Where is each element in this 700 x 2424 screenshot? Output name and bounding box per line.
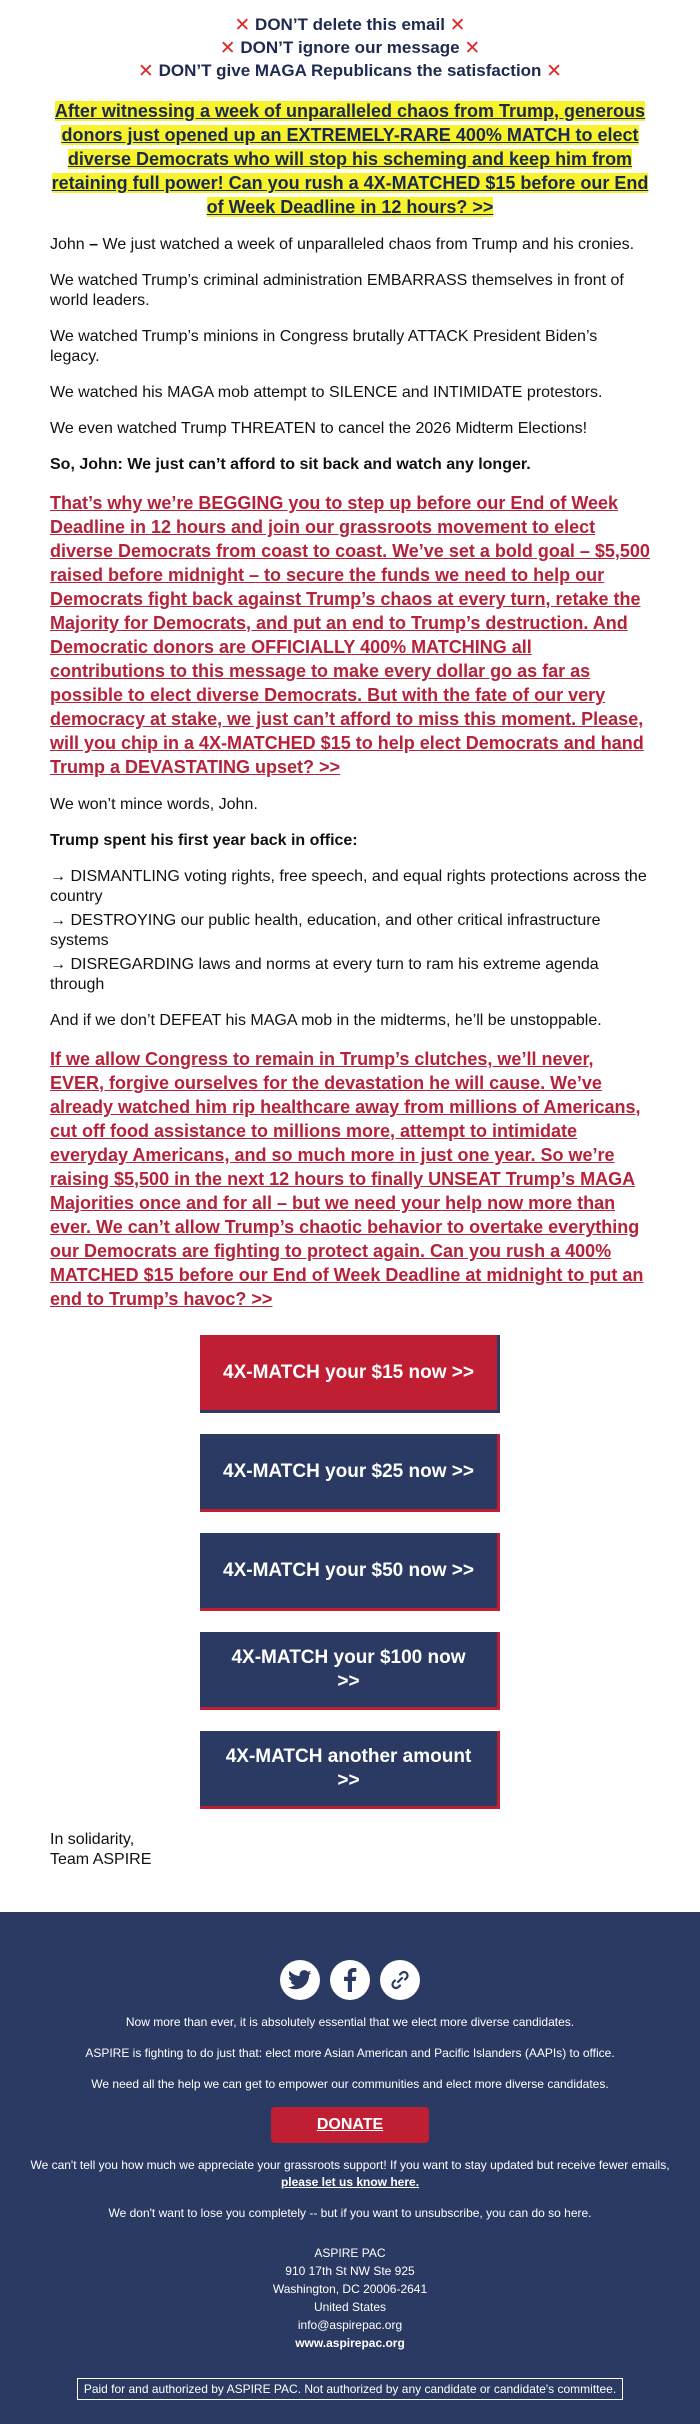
bold-line: So, John: We just can’t afford to sit back and watch any longer. [50, 456, 531, 473]
cross-mark-icon: ✕ [464, 38, 481, 59]
donate-50-button[interactable]: 4X-MATCH your $50 now >> [200, 1533, 500, 1611]
cross-mark-icon: ✕ [449, 15, 466, 36]
list-item: → DISREGARDING laws and norms at every turn to ram his extreme agenda through [50, 956, 599, 993]
email-address[interactable]: info@aspirepac.org [297, 2318, 403, 2332]
paragraph: We watched his MAGA mob attempt to SILENCE and INTIMIDATE protestors. [50, 384, 603, 401]
facebook-icon[interactable] [330, 1960, 370, 2000]
dont-line-text: DON’T delete this email [255, 15, 445, 34]
mince-line: We won’t mince words, John. [50, 796, 258, 813]
footer-text: We need all the help we can get to empower our communities and elect more diverse candidates. [91, 2077, 609, 2091]
link-icon[interactable] [380, 1960, 420, 2000]
recipient-name: John [50, 236, 85, 253]
street: 910 17th St NW Ste 925 [285, 2264, 415, 2278]
list-item: → DESTROYING our public health, education, and other critical infrastructure systems [50, 912, 601, 949]
unsubscribe-text[interactable]: We don't want to lose you completely -- but if you want to unsubscribe, you can do so here. [108, 2206, 592, 2220]
footer-text: ASPIRE is fighting to do just that: elect more Asian American and Pacific Islanders (AAPIs) to office. [85, 2046, 615, 2060]
headline [50, 99, 650, 219]
red-appeal-link-2[interactable]: If we allow Congress to remain in Trump’s clutches, we’ll never, EVER, forgive ourselves for the devastation he will cause. We’ve already watched him rip healthcare away from millions of Americans, cut off food assistance to millions more, attempt to intimidate everyday Americans, and so much more in just one year. So we’re raising $5,500 in the next 12 hours to finally UNSEAT Trump’s MAGA Majorities once and for all – but we need your help now more than ever. We can’t allow Trump’s chaotic behavior to overtake everything our Democrats are fighting to protect again. Can you rush a 400% MATCHED $15 before our End of Week Deadline at midnight to put an end to Trump’s havoc? >> [50, 1049, 644, 1309]
headline-link[interactable]: After witnessing a week of unparalleled chaos from Trump, generous donors just opened up an EXTREMELY-RARE 400% MATCH to elect diverse Democrats who will stop his scheming and keep him from retaining full power! Can you rush a 4X-MATCHED $15 before our End of Week Deadline in 12 hours? >> [51, 101, 649, 217]
signoff [50, 1830, 650, 1870]
paragraph: We watched Trump’s minions in Congress brutally ATTACK President Biden’s legacy. [50, 328, 598, 365]
paragraph: We watched Trump’s criminal administration EMBARRASS themselves in front of world leaders. [50, 272, 624, 309]
dont-line-2 [50, 37, 650, 60]
trump-spent-line: Trump spent his first year back in office: [50, 832, 358, 849]
paid-for-disclaimer: Paid for and authorized by ASPIRE PAC. Not authorized by any candidate or candidate's committee. [77, 2378, 623, 2400]
twitter-icon[interactable] [280, 1960, 320, 2000]
red-appeal-link-1[interactable]: That’s why we’re BEGGING you to step up before our End of Week Deadline in 12 hours and join our grassroots movement to elect diverse Democrats from coast to coast. We’ve set a bold goal – $5,500 raised before midnight – to secure the funds we need to help our Democrats fight back against Trump’s chaos at every turn, retake the Majority for Democrats, and put an end to Trump’s destruction. And Democratic donors are OFFICIALLY 400% MATCHING all contributions to this message to make every dollar go as far as possible to elect diverse Democrats. But with the fate of our very democracy at stake, we just can’t afford to miss this moment. Please, will you chip in a 4X-MATCHED $15 to help elect Democrats and hand Trump a DEVASTATING upset? >> [50, 493, 650, 777]
country: United States [313, 2300, 387, 2314]
social-links [30, 1960, 670, 2000]
cross-mark-icon: ✕ [137, 61, 154, 82]
defeat-line: And if we don’t DEFEAT his MAGA mob in the midterms, he’ll be unstoppable. [50, 1012, 602, 1029]
dont-line-text: DON’T ignore our message [240, 38, 460, 57]
dont-line-3 [50, 60, 650, 83]
email-preferences-link[interactable]: please let us know here. [280, 2175, 420, 2189]
donate-15-button[interactable]: 4X-MATCH your $15 now >> [200, 1335, 500, 1413]
cross-mark-icon: ✕ [219, 38, 236, 59]
donate-100-button[interactable]: 4X-MATCH your $100 now >> [200, 1632, 500, 1710]
intro-text: We just watched a week of unparalleled chaos from Trump and his cronies. [102, 236, 635, 253]
city: Washington, DC 20006-2641 [272, 2282, 428, 2296]
footer-preferences [30, 2157, 670, 2191]
signoff-team: Team ASPIRE [50, 1851, 152, 1868]
dont-line-1 [50, 14, 650, 37]
cross-mark-icon: ✕ [546, 61, 563, 82]
signoff-line: In solidarity, [50, 1831, 135, 1848]
donate-other-button[interactable]: 4X-MATCH another amount >> [200, 1731, 500, 1809]
dont-list [50, 0, 650, 83]
arrow-list [50, 867, 650, 995]
donate-25-button[interactable]: 4X-MATCH your $25 now >> [200, 1434, 500, 1512]
list-item: → DISMANTLING voting rights, free speech, and equal rights protections across the country [50, 868, 647, 905]
footer-text: We can't tell you how much we appreciate your grassroots support! If you want to stay updated but receive fewer emails, [30, 2158, 670, 2172]
paragraph: We even watched Trump THREATEN to cancel the 2026 Midterm Elections! [50, 420, 588, 437]
website-link[interactable]: www.aspirepac.org [295, 2336, 405, 2350]
mailing-address [30, 2244, 670, 2352]
footer [0, 1912, 700, 2424]
dont-line-text: DON’T give MAGA Republicans the satisfaction [158, 61, 542, 80]
org-name: ASPIRE PAC [314, 2246, 386, 2260]
footer-text: Now more than ever, it is absolutely essential that we elect more diverse candidates. [125, 2015, 575, 2029]
donate-button[interactable]: DONATE [271, 2107, 429, 2143]
cross-mark-icon: ✕ [234, 15, 251, 36]
intro-paragraph [50, 235, 650, 255]
donation-buttons [50, 1335, 650, 1809]
intro-dash: – [84, 236, 103, 253]
